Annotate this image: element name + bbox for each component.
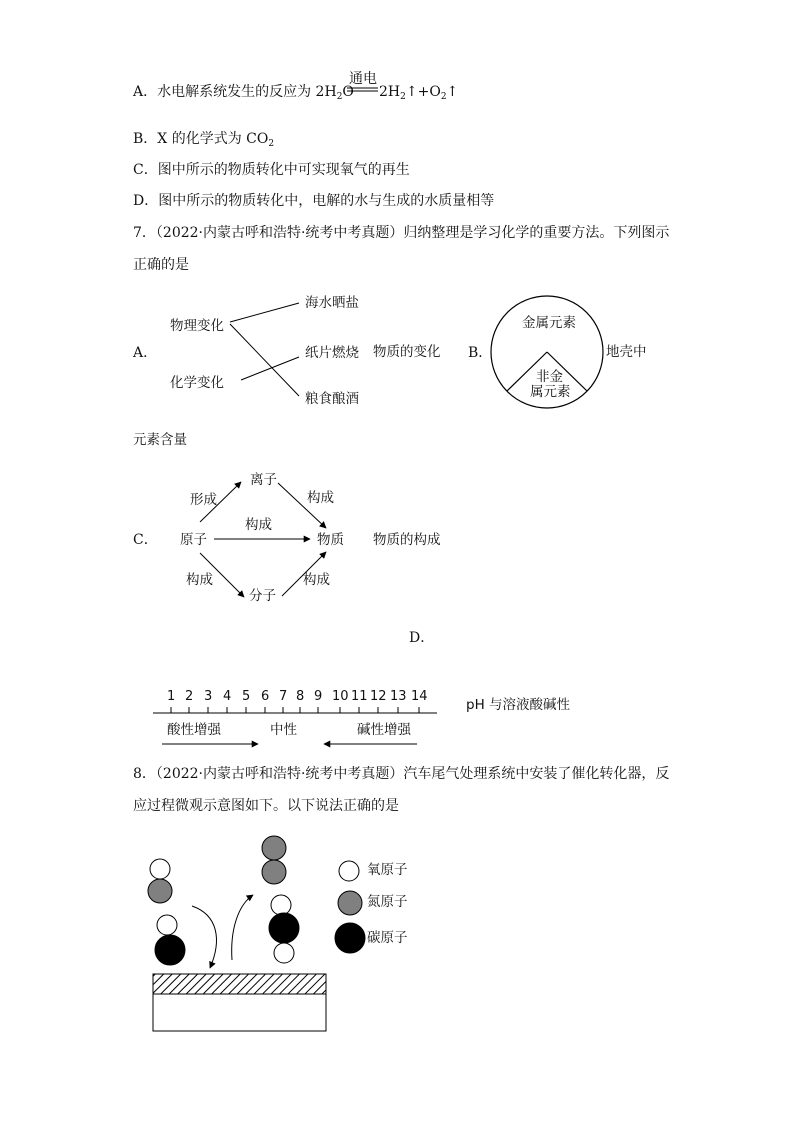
ph-tick-label: 4: [223, 689, 232, 704]
oxygen-atom: [271, 895, 291, 915]
subscript: 2: [440, 92, 447, 102]
subscript: 2: [268, 139, 275, 149]
legend-circles: [335, 861, 365, 953]
legend-oxygen-swatch: [339, 861, 359, 881]
question-8-line-2: 应过程微观示意图如下。以下说法正确的是: [133, 798, 399, 814]
option-d-text: D．图中所示的物质转化中，电解的水与生成的水质量相等: [133, 193, 495, 209]
option-b-prefix: B．X 的化学式为 CO: [133, 131, 269, 147]
sea-salt-label: 海水晒盐: [305, 295, 359, 311]
compose-label-2: 构成: [245, 517, 272, 533]
compose-label-4: 构成: [303, 572, 330, 588]
product-o2: ↑+O: [405, 84, 441, 100]
question-8-line-1: 8．（2022·内蒙古呼和浩特·统考中考真题）汽车尾气处理系统中安装了催化转化器，反: [133, 766, 670, 782]
legend-nitrogen-label: 氮原子: [367, 894, 408, 910]
nitrogen-atom: [148, 879, 172, 903]
structure-caption: 物质的构成: [373, 532, 441, 548]
molecule-label: 分子: [249, 588, 276, 604]
ph-scale: [153, 707, 437, 744]
ph-tick-label: 3: [204, 689, 213, 704]
substance-label: 物质: [317, 532, 344, 548]
carbon-atom: [269, 913, 299, 943]
nonmetal-label-1: 非金: [536, 369, 563, 385]
ph-tick-label: 5: [242, 689, 251, 704]
ph-tick-label: 10: [332, 689, 349, 704]
flow-arrows: [192, 895, 253, 968]
ph-tick-label: 8: [296, 689, 305, 704]
question-7-line-1: 7．（2022·内蒙古呼和浩特·统考中考真题）归纳整理是学习化学的重要方法。下列图示: [133, 225, 670, 241]
chemical-change-label: 化学变化: [170, 375, 224, 391]
form-label: 形成: [190, 492, 217, 508]
crust-element-pie: [491, 296, 603, 408]
compose-label-1: 构成: [307, 490, 334, 506]
ph-caption: pH 与溶液酸碱性: [466, 697, 571, 713]
ion-label: 离子: [250, 472, 277, 488]
subscript: 2: [400, 92, 406, 102]
nitrogen-atom: [262, 836, 286, 860]
option-7c-label: C．: [133, 532, 158, 548]
option-a-formula-part: O: [342, 84, 354, 100]
legend-carbon-swatch: [335, 923, 365, 953]
option-7b-label: B．: [468, 345, 493, 361]
acid-label: 酸性增强: [167, 722, 221, 738]
ph-tick-label: 9: [314, 689, 323, 704]
oxygen-atom: [274, 943, 294, 963]
option-7a-label: A．: [133, 345, 158, 361]
carbon-atom: [155, 935, 185, 965]
legend-carbon-label: 碳原子: [367, 930, 408, 946]
gas-arrow: ↑: [446, 84, 459, 100]
ph-tick-label: 7: [279, 689, 288, 704]
catalyst-block: [153, 974, 326, 1031]
oxygen-atom: [157, 915, 177, 935]
ph-tick-label: 11: [351, 689, 368, 704]
subscript: 2: [336, 92, 343, 102]
change-caption: 物质的变化: [373, 344, 441, 360]
neutral-label: 中性: [270, 722, 297, 738]
oxygen-atom: [150, 859, 170, 879]
nonmetal-label-2: 属元素: [530, 384, 571, 400]
compose-label-3: 构成: [186, 572, 213, 588]
ph-tick-label: 2: [185, 689, 194, 704]
option-7d-label: D．: [409, 630, 435, 646]
atom-label: 原子: [180, 532, 207, 548]
ph-tick-label: 1: [167, 689, 176, 704]
reaction-condition: 通电: [349, 71, 377, 87]
crust-caption: 地壳中: [606, 344, 647, 360]
option-c-text: C．图中所示的物质转化中可实现氧气的再生: [133, 162, 410, 178]
reaction-molecules: [148, 836, 299, 965]
ph-tick-label: 14: [411, 689, 428, 704]
condition-equals-sign: [347, 88, 378, 91]
structure-arrows: [200, 482, 326, 597]
paper-burning-label: 纸片燃烧: [305, 345, 359, 361]
grain-brewing-label: 粮食酿酒: [305, 391, 359, 407]
physical-change-label: 物理变化: [170, 318, 224, 334]
ph-tick-label: 6: [261, 689, 270, 704]
option-a-prefix: A．水电解系统发生的反应为 2H: [133, 84, 337, 100]
nitrogen-atom: [262, 860, 286, 884]
ph-tick-label: 13: [390, 689, 407, 704]
crust-caption-cont: 元素含量: [133, 432, 187, 448]
ph-tick-label: 12: [370, 689, 387, 704]
product-h2: 2H: [379, 84, 401, 100]
legend-oxygen-label: 氧原子: [367, 862, 408, 878]
legend-nitrogen-swatch: [338, 891, 362, 915]
question-7-line-2: 正确的是: [133, 257, 189, 273]
change-connector-lines: [230, 303, 299, 396]
metal-element-label: 金属元素: [522, 315, 576, 331]
base-label: 碱性增强: [357, 722, 411, 738]
